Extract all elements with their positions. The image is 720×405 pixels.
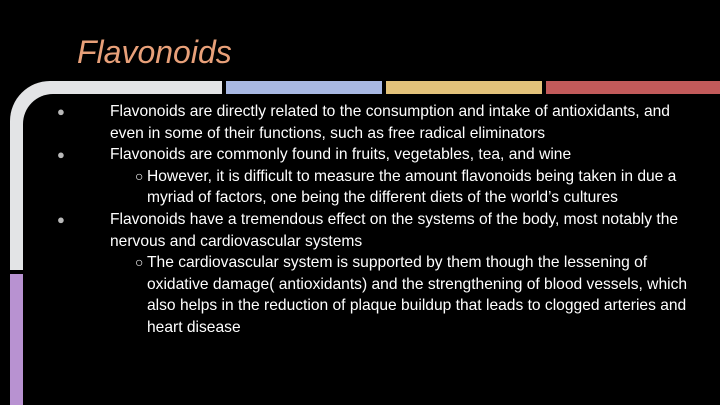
sub-bullet-marker: ○	[135, 167, 144, 184]
bullet-item	[55, 101, 695, 144]
slide-title: Flavonoids	[77, 34, 232, 70]
bullet-text: Flavonoids have a tremendous effect on the systems of the body, most notably the nervous and cardiovascular systems	[110, 210, 679, 250]
bullet-item	[55, 209, 695, 252]
sub-bullet-text: The cardiovascular system is supported by them though the lessening of oxidative damage( antioxidants) and the strengthening of blood vessels, which also helps in the reduction of plaque buildup that leads to clogged arteries and heart disease	[147, 254, 688, 336]
frame-bar-gold	[386, 81, 542, 94]
sub-bullet-item	[55, 166, 695, 209]
bullet-text: Flavonoids are directly related to the consumption and intake of antioxidants, and even in some of their functions, such as free radical eliminators	[110, 103, 670, 142]
bullet-marker: ●	[57, 211, 65, 227]
slide-content	[55, 101, 695, 339]
bullet-item	[55, 144, 695, 166]
bullet-marker: ●	[57, 147, 65, 163]
frame-left-gray	[10, 150, 23, 270]
sub-bullet-item	[55, 252, 695, 338]
frame-bar-gray	[60, 81, 222, 94]
bullet-text: Flavonoids are commonly found in fruits, vegetables, tea, and wine	[110, 146, 572, 164]
frame-bar-red	[546, 81, 720, 94]
sub-bullet-marker: ○	[135, 254, 144, 271]
bullet-marker: ●	[57, 104, 65, 119]
sub-bullet-text: However, it is difficult to measure the amount flavonoids being taken in due a myriad of factors, one being the different diets of the world’s cultures	[147, 167, 677, 207]
frame-bar-blue	[226, 81, 382, 94]
frame-left-purple	[10, 274, 23, 405]
